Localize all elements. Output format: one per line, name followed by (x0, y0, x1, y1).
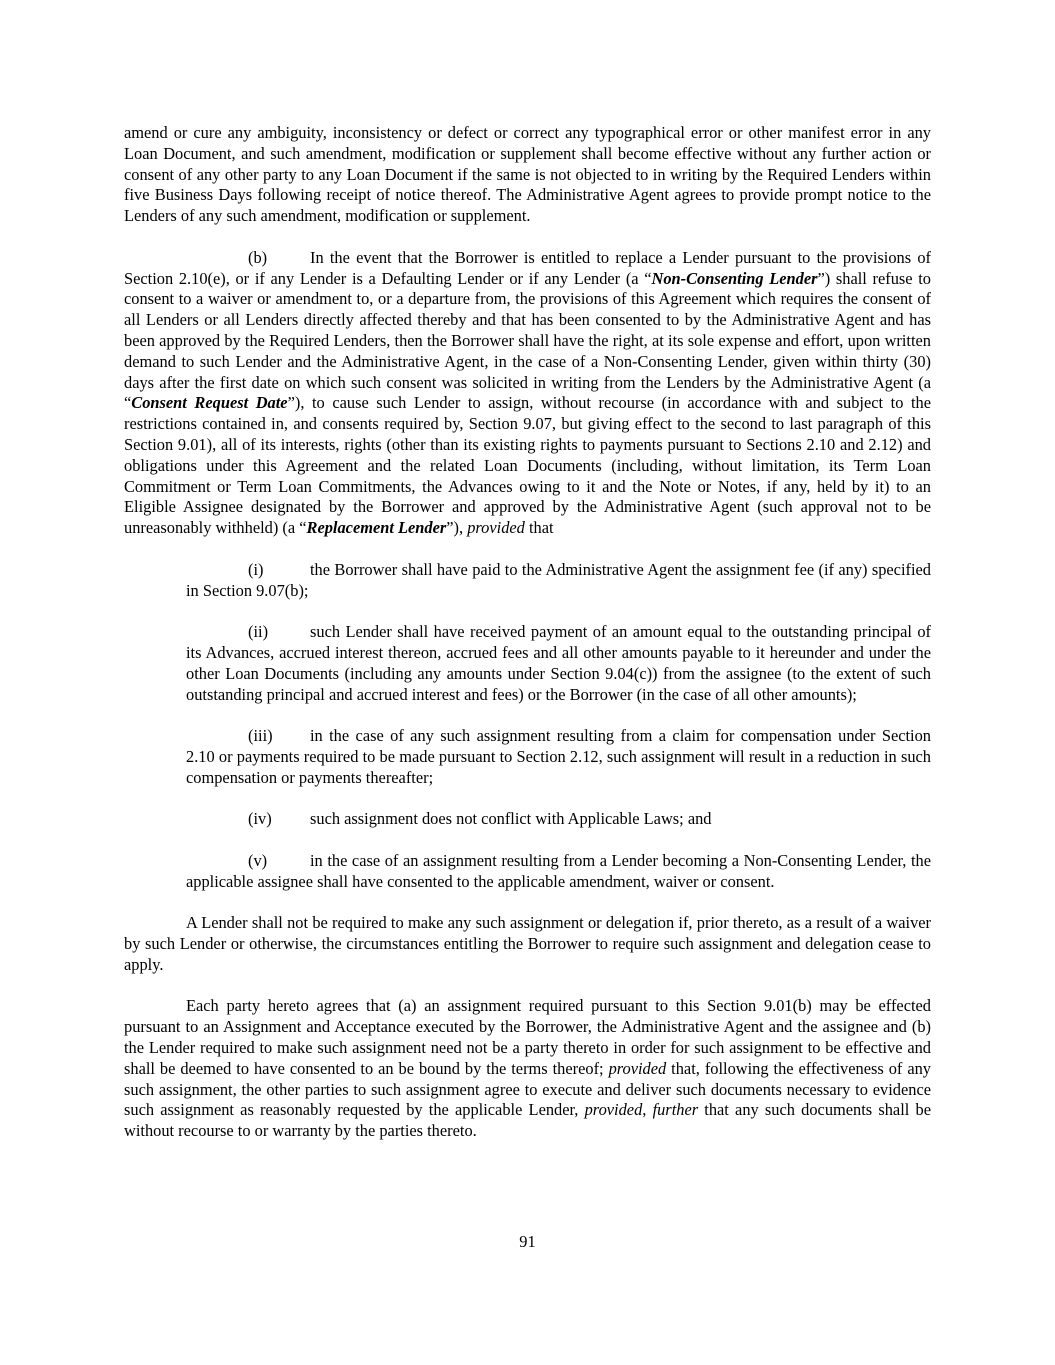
section-b-text-3: ”), to cause such Lender to assign, without recourse (in accordance with and subject to the restrictions contained in, and consents required by, Section 9.07, but giving effect to the second to last paragraph of this Section 9.01), all of its interests, rights (other than its existing rights to payments pursuant to Sections 2.10 and 2.12) and obligations under this Agreement and the related Loan Documents (including, without limitation, its Term Loan Commitment or Term Loan Commitments, the Advances owing to it and the Note or Notes, if any, held by it) to an Eligible Assignee designated by the Borrower and approved by the Administrative Agent (such approval not to be unreasonably withheld) (a “ (124, 393, 931, 538)
clause-iii-text: in the case of any such assignment resulting from a claim for compensation under Section 2.10 or payments required to be made pursuant to Section 2.12, such assignment will result in a reduction in such compensation or payments thereafter; (186, 726, 931, 787)
clause-i (186, 560, 931, 602)
clause-ii-text: such Lender shall have received payment of an amount equal to the outstanding principal of its Advances, accrued interest thereon, accrued fees and all other amounts payable to it hereunder and under the other Loan Documents (including any amounts under Section 9.04(c)) from the assignee (to the extent of such outstanding principal and accrued interest and fees) or the Borrower (in the case of all other amounts); (186, 622, 931, 704)
clause-ii-label: (ii) (248, 622, 269, 642)
clause-iii (186, 726, 931, 788)
section-b-provided: provided (467, 518, 525, 538)
clause-i-label: (i) (248, 559, 264, 579)
each-party-provided-2: provided (584, 1100, 643, 1120)
clause-v (186, 851, 931, 893)
clause-iv-label: (iv) (248, 809, 272, 829)
section-b-text-1: In the event that the Borrower is entitled to replace a Lender pursuant to the provisions of Section 2.10(e), or if any Lender is a Defaulting Lender or if any Lender (a “ (124, 247, 931, 288)
term-replacement-lender: Replacement Lender (306, 518, 447, 538)
page-number: 91 (519, 1232, 536, 1251)
term-consent-request-date: Consent Request Date (131, 393, 288, 413)
section-b-paragraph (124, 248, 931, 539)
each-party-paragraph (124, 996, 931, 1142)
clause-iii-label: (iii) (248, 726, 273, 746)
each-party-provided-1: provided (608, 1058, 667, 1078)
section-b-text-4: ”), (446, 518, 468, 538)
term-non-consenting-lender: Non-Consenting Lender (651, 268, 818, 288)
clause-v-text: in the case of an assignment resulting from a Lender becoming a Non-Consenting Lender, the applicable assignee shall have consented to the applicable amendment, waiver or consent. (186, 850, 931, 891)
intro-paragraph: amend or cure any ambiguity, inconsistency or defect or correct any typographical error or other manifest error in any Loan Document, and such amendment, modification or supplement shall become effective without any further action or consent of any other party to any Loan Document if the same is not objected to in writing by the Required Lenders within five Business Days following receipt of notice thereof. The Administrative Agent agrees to provide prompt notice to the Lenders of any such amendment, modification or supplement. (124, 123, 931, 226)
clause-i-text: the Borrower shall have paid to the Administrative Agent the assignment fee (if any) specified in Section 9.07(b); (186, 559, 931, 600)
lender-not-required-paragraph: A Lender shall not be required to make any such assignment or delegation if, prior thereto, as a result of a waiver by such Lender or otherwise, the circumstances entitling the Borrower to require such assignment and delegation cease to apply. (124, 913, 931, 974)
each-party-text-3: , (642, 1100, 653, 1120)
each-party-text-4: that any such documents shall be without recourse to or warranty by the parties thereto. (124, 1100, 931, 1141)
section-b-label: (b) (248, 247, 268, 267)
section-b-text-5: that (524, 518, 554, 538)
clause-v-label: (v) (248, 850, 268, 870)
section-b-text-2: ”) shall refuse to consent to a waiver or amendment to, or a departure from, the provisions of this Agreement which requires the consent of all Lenders or all Lenders directly affected thereby and that has been consented to by the Administrative Agent and has been approved by the Required Lenders, then the Borrower shall have the right, at its sole expense and effort, upon written demand to such Lender and the Administrative Agent, in the case of a Non-Consenting Lender, given within thirty (30) days after the first date on which such consent was solicited in writing from the Lenders by the Administrative Agent (a “ (124, 268, 931, 413)
clause-iv-text: such assignment does not conflict with Applicable Laws; and (310, 809, 712, 829)
clause-ii (186, 622, 931, 705)
each-party-text-2: that, following the effectiveness of any such assignment, the other parties to such assignment agree to execute and deliver such documents necessary to evidence such assignment as reasonably requested by the applicable Lender, (124, 1058, 932, 1120)
clause-iv (186, 809, 931, 830)
each-party-further: further (652, 1100, 699, 1120)
document-page (124, 123, 931, 1163)
each-party-text-1: Each party hereto agrees that (a) an assignment required pursuant to this Section 9.01(b) may be effected pursuant to an Assignment and Acceptance executed by the Borrower, the Administrative Agent and the assignee and (b) the Lender required to make such assignment need not be a party thereto in order for such assignment to be effective and shall be deemed to have consented to an be bound by the terms thereof; (124, 996, 931, 1078)
